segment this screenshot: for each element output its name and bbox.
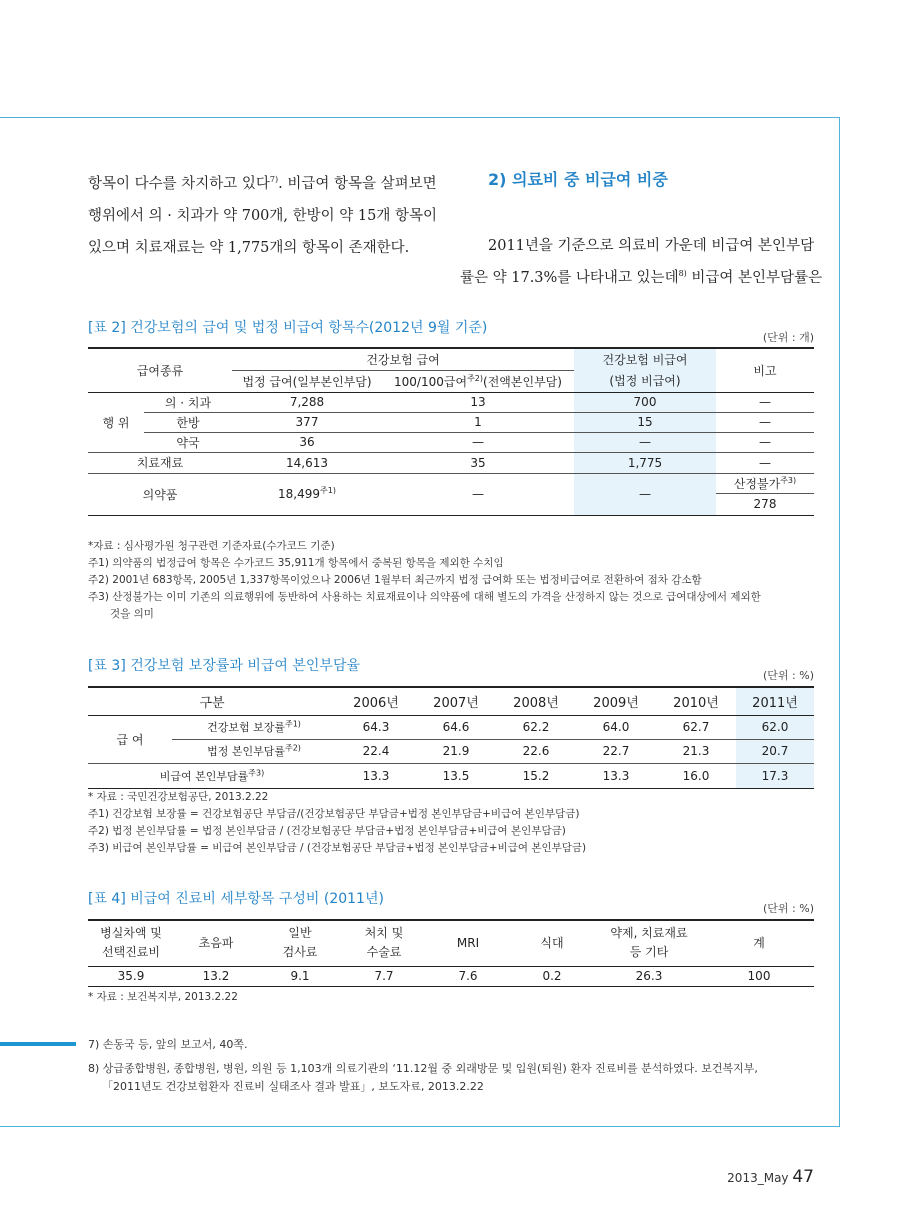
note-line: 주1) 의약품의 법정급여 항목은 수가코드 35,911개 항목에서 중복된 항목을 제외한 수치임: [88, 557, 504, 569]
table2-cell: —: [716, 452, 814, 473]
table3-cell: 13.3: [336, 763, 416, 788]
table3-notes: [88, 789, 818, 857]
note-line: *자료 : 심사평가원 청구관련 기준자료(수가코드 기준): [88, 540, 335, 552]
table2-row-label: 치료재료: [88, 452, 232, 473]
table3-cell: 21.3: [656, 739, 736, 763]
note-line: 주1) 건강보험 보장률 = 건강보험공단 부담금/(건강보험공단 부담금+법정 본인부담금+비급여 본인부담금): [88, 808, 580, 820]
table4-cell: 35.9: [88, 966, 174, 986]
body-text-right: [460, 230, 823, 294]
table4-header: 식대: [510, 920, 594, 966]
table4-header: MRI: [426, 920, 510, 966]
frame-bottom-line: [0, 1126, 840, 1127]
table2-cell: —: [382, 473, 574, 515]
table2-header-type: 급여종류: [88, 348, 232, 392]
table3-cell: 22.7: [576, 739, 656, 763]
table3-cell: 62.7: [656, 715, 736, 739]
table2-cell: 13: [382, 392, 574, 412]
table4-header: 약제, 치료재료 등 기타: [594, 920, 704, 966]
table3-cell: 22.4: [336, 739, 416, 763]
body-line: 항목이 다수를 차지하고 있다$^{7)}$. 비급여 항목을 살펴보면: [88, 175, 437, 192]
table3-cell: 62.2: [496, 715, 576, 739]
table2-row-label: 의 · 치과: [144, 392, 232, 412]
table4-cell: 26.3: [594, 966, 704, 986]
table4: [88, 919, 814, 987]
footnote-8: 8) 상급종합병원, 종합병원, 병원, 의원 등 1,103개 의료기관의 ‘11.12월 중 외래방문 및 입원(퇴원) 환자 진료비를 분석하였다. 보건복지부,: [88, 1062, 758, 1075]
table4-cell: 13.2: [174, 966, 258, 986]
table2-group-label: 행 위: [88, 392, 144, 452]
table2-cell: $18,499^{주1)}$: [232, 473, 382, 515]
note-line: 것을 의미: [110, 608, 154, 620]
table2-unit: (단위 : 개): [762, 331, 814, 344]
table3-unit: (단위 : %): [763, 669, 814, 682]
body-line: 률은 약 17.3%를 나타내고 있는데$^{8)}$ 비급여 본인부담률은: [460, 269, 823, 286]
table2-cell: 35: [382, 452, 574, 473]
table4-unit: (단위 : %): [763, 902, 814, 915]
table2-cell: 377: [232, 412, 382, 432]
footnote-accent-bar: [0, 1042, 76, 1046]
table3-cell: 64.6: [416, 715, 496, 739]
table2: [88, 347, 814, 516]
table4-cell: 7.6: [426, 966, 510, 986]
page-footer: [727, 1167, 814, 1188]
table4-header: 일반 검사료: [258, 920, 342, 966]
table2-cell: —: [382, 432, 574, 452]
table3-title: [표 3] 건강보험 보장률과 비급여 본인부담율: [88, 658, 360, 674]
table4-header: 처치 및 수술료: [342, 920, 426, 966]
table4-header: 병실차액 및 선택진료비: [88, 920, 174, 966]
table3-cell: 64.3: [336, 715, 416, 739]
table2-header-covered: 건강보험 급여: [232, 348, 574, 370]
table3-header-year: 2010년: [656, 687, 736, 715]
table2-row-label: 약국: [144, 432, 232, 452]
body-text-left: [88, 168, 440, 264]
table2-cell: 700: [574, 392, 716, 412]
table3-cell: 13.3: [576, 763, 656, 788]
table3-header-year: 2007년: [416, 687, 496, 715]
table4-cell: 100: [704, 966, 814, 986]
table2-cell: 1,775: [574, 452, 716, 473]
table3-header-year: 2006년: [336, 687, 416, 715]
table2-cell: —: [574, 432, 716, 452]
table3-cell: 20.7: [736, 739, 814, 763]
page-footnotes: [88, 1036, 818, 1096]
table3-cell: 62.0: [736, 715, 814, 739]
frame-top-line: [0, 117, 840, 118]
section-heading: 2) 의료비 중 비급여 비중: [488, 170, 668, 189]
body-line: 행위에서 의 · 치과가 약 700개, 한방이 약 15개 항목이: [88, 208, 437, 224]
note-line: 주3) 산정불가는 이미 기존의 의료행위에 동반하여 사용하는 치료재료이나 의약품에 대해 별도의 가격을 산정하지 않는 것으로 급여대상에서 제외한: [88, 591, 761, 603]
note-line: 주2) 법정 본인부담률 = 법정 본인부담금 / (건강보험공단 부담금+법정 본인부담금+비급여 본인부담금): [88, 825, 566, 837]
table2-header-noncovered: 건강보험 비급여: [574, 348, 716, 370]
table3-row-label: 법정 본인부담률$^{주2)}$: [172, 739, 336, 763]
note-line: 주3) 비급여 본인부담률 = 비급여 본인부담금 / (건강보험공단 부담금+법정 본인부담금+비급여 본인부담금): [88, 842, 587, 854]
table2-header-noncovered-sub: (법정 비급여): [574, 370, 716, 392]
issue-label: 2013_May: [727, 1171, 789, 1185]
page-number: 47: [792, 1167, 814, 1187]
table2-cell: 산정불가$^{주3)}$: [716, 473, 814, 493]
table2-cell: 14,613: [232, 452, 382, 473]
table3-cell: 21.9: [416, 739, 496, 763]
table3-cell: 22.6: [496, 739, 576, 763]
table2-cell: 278: [716, 493, 814, 515]
table3-cell: 64.0: [576, 715, 656, 739]
table3-cell: 16.0: [656, 763, 736, 788]
table3-cell: 17.3: [736, 763, 814, 788]
footnote-8-cont: 「2011년도 건강보험환자 진료비 실태조사 결과 발표」, 보도자료, 2013.2.22: [102, 1080, 484, 1093]
table2-row-label: 한방: [144, 412, 232, 432]
table3-header-year: 2009년: [576, 687, 656, 715]
table2-cell: 15: [574, 412, 716, 432]
note-line: 주2) 2001년 683항목, 2005년 1,337항목이었으나 2006년 1월부터 최근까지 법정 급여화 또는 법정비급여로 전환하여 점차 감소함: [88, 574, 702, 586]
table2-cell: —: [574, 473, 716, 515]
table3-group-label: 급 여: [88, 715, 172, 763]
body-line: 있으며 치료재료는 약 1,775개의 항목이 존재한다.: [88, 240, 410, 256]
table2-cell: 7,288: [232, 392, 382, 412]
table4-header: 계: [704, 920, 814, 966]
table2-cell: 36: [232, 432, 382, 452]
table3: [88, 686, 814, 789]
table2-header-remark: 비고: [716, 348, 814, 392]
table2-title: [표 2] 건강보험의 급여 및 법정 비급여 항목수(2012년 9월 기준): [88, 320, 488, 336]
table2-cell: 1: [382, 412, 574, 432]
table4-title: [표 4] 비급여 진료비 세부항목 구성비 (2011년): [88, 891, 384, 907]
table2-header-sub1: 법정 급여(일부본인부담): [232, 370, 382, 392]
table3-cell: 15.2: [496, 763, 576, 788]
table4-cell: 7.7: [342, 966, 426, 986]
frame-right-line: [839, 117, 840, 1127]
table2-notes: [88, 538, 818, 623]
table3-row-label: 건강보험 보장률$^{주1)}$: [172, 715, 336, 739]
table2-header-sub2: 100/100급여$^{주2)}$(전액본인부담): [382, 370, 574, 392]
table4-cell: 0.2: [510, 966, 594, 986]
note-line: * 자료 : 국민건강보험공단, 2013.2.22: [88, 791, 269, 803]
table4-notes: [88, 989, 818, 1006]
table2-cell: —: [716, 392, 814, 412]
table4-header: 초음파: [174, 920, 258, 966]
table3-header-year: 2008년: [496, 687, 576, 715]
footnote-7: 7) 손동국 등, 앞의 보고서, 40쪽.: [88, 1038, 248, 1051]
table2-row-label: 의약품: [88, 473, 232, 515]
note-line: * 자료 : 보건복지부, 2013.2.22: [88, 991, 238, 1003]
table3-header-year: 2011년: [736, 687, 814, 715]
table3-cell: 13.5: [416, 763, 496, 788]
table4-cell: 9.1: [258, 966, 342, 986]
table3-header-label: 구분: [88, 687, 336, 715]
table2-cell: —: [716, 412, 814, 432]
table2-cell: —: [716, 432, 814, 452]
table3-row-label: 비급여 본인부담률$^{주3)}$: [88, 763, 336, 788]
body-line: 2011년을 기준으로 의료비 가운데 비급여 본인부담: [488, 238, 815, 254]
